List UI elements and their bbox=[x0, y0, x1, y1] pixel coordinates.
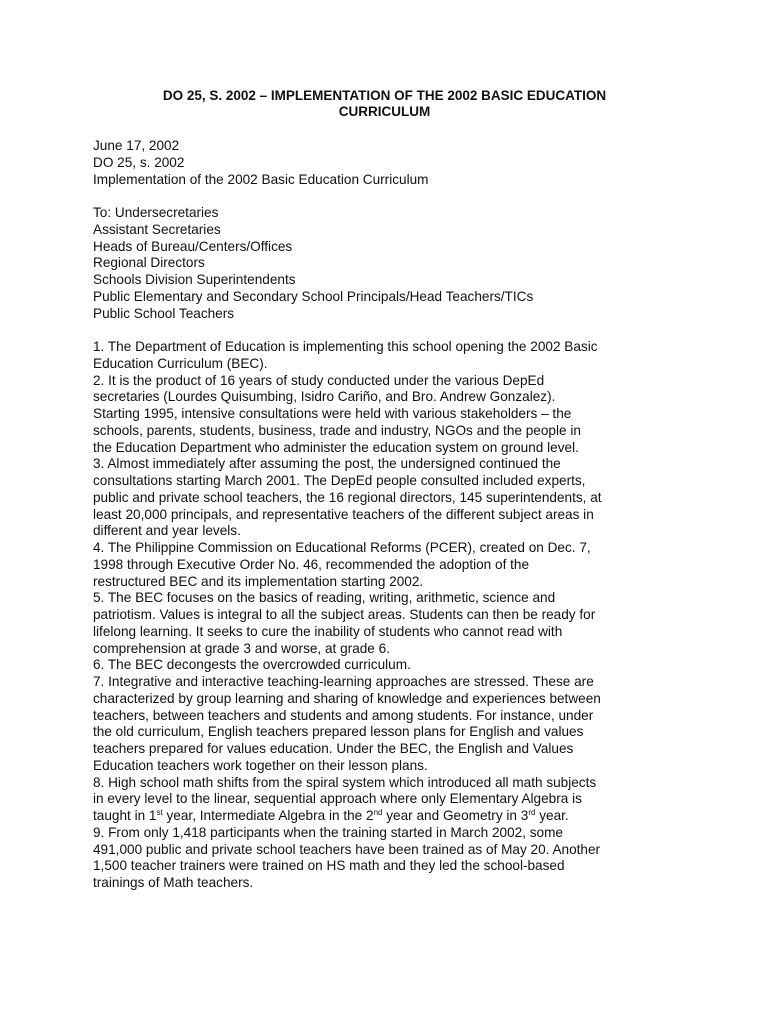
ordinal-suffix: nd bbox=[373, 808, 383, 817]
text-run: taught in 1 bbox=[93, 808, 157, 823]
paragraph-line: 1. The Department of Education is implementing this school opening the 2002 Basic bbox=[93, 339, 598, 354]
recipient: Schools Division Superintendents bbox=[93, 272, 296, 287]
paragraph-line: the old curriculum, English teachers prepared lesson plans for English and values bbox=[93, 724, 584, 740]
paragraph-line-with-superscripts bbox=[93, 808, 683, 825]
paragraph-6 bbox=[93, 657, 683, 674]
text-run: year, Intermediate Algebra in the 2 bbox=[162, 808, 374, 823]
paragraph-line: 1998 through Executive Order No. 46, recommended the adoption of the bbox=[93, 556, 530, 572]
paragraph-line: secretaries (Lourdes Quisumbing, Isidro Cariño, and Bro. Andrew Gonzalez). bbox=[93, 389, 556, 405]
recipient: Assistant Secretaries bbox=[93, 221, 221, 237]
title-line: CURRICULUM bbox=[338, 104, 431, 119]
recipient: Heads of Bureau/Centers/Offices bbox=[93, 238, 293, 254]
paragraph-line: Education Curriculum (BEC). bbox=[93, 355, 268, 371]
recipient: Public School Teachers bbox=[93, 305, 235, 321]
paragraph-line: in every level to the linear, sequential approach where only Elementary Algebra is bbox=[93, 791, 582, 807]
document-body bbox=[93, 138, 683, 892]
paragraph-line: schools, parents, students, business, trade and industry, NGOs and the people in bbox=[93, 422, 581, 438]
paragraph-line: least 20,000 principals, and representative teachers of the different subject areas in bbox=[93, 506, 594, 522]
paragraph-8 bbox=[93, 775, 683, 825]
text-run: year. bbox=[535, 808, 569, 823]
memo-order-number: DO 25, s. 2002 bbox=[93, 154, 185, 170]
paragraph-line: 2. It is the product of 16 years of study conducted under the various DepEd bbox=[93, 372, 545, 388]
paragraph-line: 3. Almost immediately after assuming the post, the undersigned continued the bbox=[93, 456, 561, 472]
paragraph-line: 491,000 public and private school teachers have been trained as of May 20. Another bbox=[93, 841, 601, 857]
paragraph-line: lifelong learning. It seeks to cure the inability of students who cannot read with bbox=[93, 623, 563, 639]
spacer bbox=[93, 322, 683, 339]
paragraph-line: 9. From only 1,418 participants when the training started in March 2002, some bbox=[93, 824, 563, 840]
paragraph-line: 5. The BEC focuses on the basics of reading, writing, arithmetic, science and bbox=[93, 590, 556, 606]
paragraph-line: trainings of Math teachers. bbox=[93, 875, 254, 890]
paragraph-line: characterized by group learning and sharing of knowledge and experiences between bbox=[93, 690, 601, 706]
text-run: year and Geometry in 3 bbox=[382, 808, 529, 823]
document-title bbox=[93, 88, 676, 120]
paragraph-4 bbox=[93, 540, 683, 590]
paragraph-7 bbox=[93, 674, 683, 775]
paragraph-3 bbox=[93, 456, 683, 540]
recipient-list bbox=[93, 205, 683, 322]
paragraph-line: 7. Integrative and interactive teaching-learning approaches are stressed. These are bbox=[93, 674, 594, 689]
paragraph-line: restructured BEC and its implementation starting 2002. bbox=[93, 573, 424, 589]
paragraph-line: public and private school teachers, the 16 regional directors, 145 superintendents, at bbox=[93, 489, 602, 505]
paragraph-line: Education teachers work together on their lesson plans. bbox=[93, 757, 428, 773]
paragraph-line: teachers prepared for values education. Under the BEC, the English and Values bbox=[93, 741, 574, 756]
paragraph-line: 1,500 teacher trainers were trained on HS math and they led the school-based bbox=[93, 858, 565, 874]
paragraph-line: patriotism. Values is integral to all the subject areas. Students can then be ready for bbox=[93, 607, 596, 622]
paragraph-5 bbox=[93, 590, 683, 657]
paragraph-line: 8. High school math shifts from the spiral system which introduced all math subjects bbox=[93, 774, 597, 790]
recipient: Regional Directors bbox=[93, 255, 205, 271]
paragraph-1 bbox=[93, 339, 683, 373]
paragraph-line: teachers, between teachers and students and among students. For instance, under bbox=[93, 707, 594, 723]
ordinal-suffix: st bbox=[156, 808, 163, 817]
paragraph-line: consultations starting March 2001. The DepEd people consulted included experts, bbox=[93, 473, 586, 488]
paragraph-line: different and year levels. bbox=[93, 523, 241, 539]
memo-header bbox=[93, 138, 683, 188]
spacer bbox=[93, 188, 683, 205]
paragraph-line: comprehension at grade 3 and worse, at grade 6. bbox=[93, 640, 390, 656]
paragraph-line: 6. The BEC decongests the overcrowded curriculum. bbox=[93, 657, 411, 673]
memo-subject: Implementation of the 2002 Basic Education Curriculum bbox=[93, 171, 429, 187]
ordinal-suffix: rd bbox=[528, 808, 536, 817]
title-line: DO 25, S. 2002 – IMPLEMENTATION OF THE 2002 BASIC EDUCATION bbox=[162, 88, 607, 103]
paragraph-9 bbox=[93, 825, 683, 892]
paragraph-line: Starting 1995, intensive consultations were held with various stakeholders – the bbox=[93, 406, 572, 421]
numbered-paragraphs bbox=[93, 339, 683, 892]
recipient: To: Undersecretaries bbox=[93, 205, 219, 220]
memo-date: June 17, 2002 bbox=[93, 138, 180, 153]
paragraph-line: 4. The Philippine Commission on Educational Reforms (PCER), created on Dec. 7, bbox=[93, 540, 591, 555]
recipient: Public Elementary and Secondary School Principals/Head Teachers/TICs bbox=[93, 288, 534, 304]
paragraph-line: the Education Department who administer the education system on ground level. bbox=[93, 439, 579, 455]
paragraph-2 bbox=[93, 373, 683, 457]
